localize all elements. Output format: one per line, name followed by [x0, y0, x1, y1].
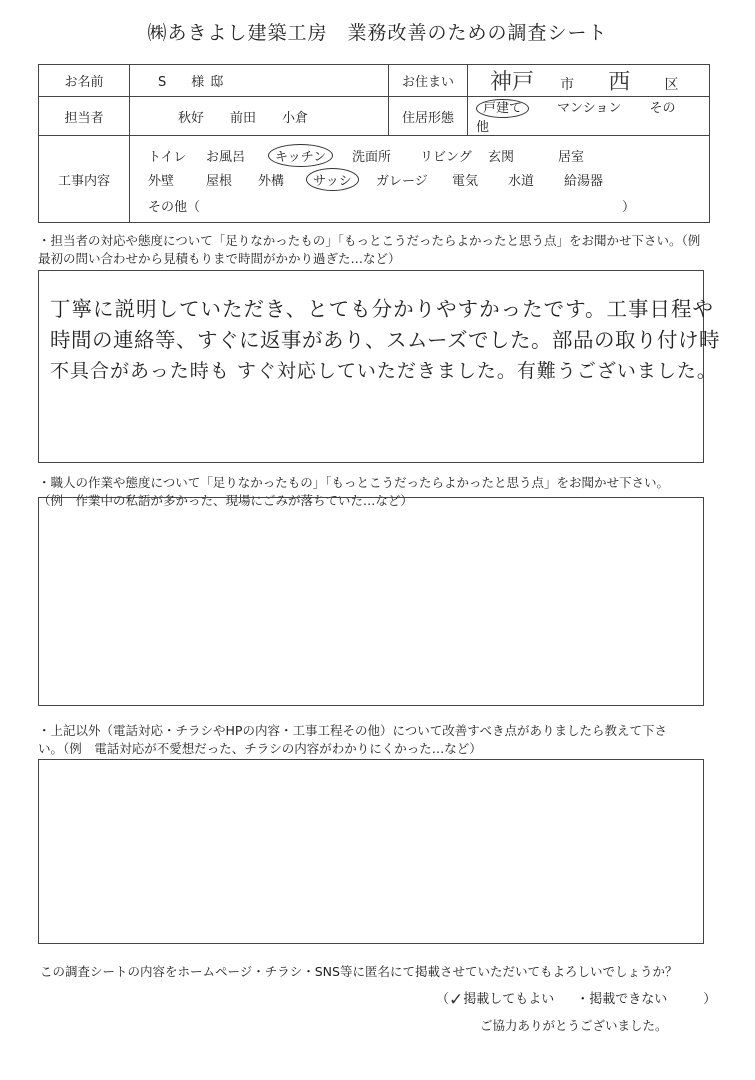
name-label: お名前	[39, 65, 130, 97]
work-other[interactable]: その他（	[148, 200, 201, 215]
residence-label: 住居形態	[389, 97, 468, 136]
address-field[interactable]	[468, 65, 710, 97]
work-water-heater[interactable]: 給湯器	[564, 174, 604, 189]
question-1-line-1: ・担当者の対応や態度について「足りなかったもの」「もっとこうだったらよかったと思う点」をお聞かせ下さい。（例	[38, 233, 701, 248]
thanks-text: ご協力ありがとうございました。	[480, 1018, 668, 1033]
question-2-line-2: （例 作業中の私語が多かった、現場にごみが落ちていた…など）	[38, 493, 413, 508]
name-value[interactable]: S 様邸	[130, 65, 389, 97]
residence-option-detached[interactable]: 戸建て	[476, 99, 529, 118]
work-garage[interactable]: ガレージ	[376, 174, 428, 189]
question-3-line-1: ・上記以外（電話対応・チラシやHPの内容・工事工程その他）について改善すべき点がありましたら教えて下さ	[38, 723, 667, 738]
question-2-line-1: ・職人の作業や態度について「足りなかったもの」「もっとこうだったらよかったと思う点」をお聞かせ下さい。	[38, 475, 670, 490]
answer-1-line-3: 不具合があった時も すぐ対応していただきました。有難うございました。	[50, 360, 717, 382]
answer-1-line-1: 丁寧に説明していただき、とても分かりやすかったです。工事日程や	[50, 297, 715, 321]
consent-options	[436, 988, 716, 1008]
work-label: 工事内容	[39, 136, 130, 223]
address-city-suffix: 市	[560, 77, 575, 93]
work-bath[interactable]: お風呂	[206, 150, 246, 165]
work-options	[130, 136, 710, 223]
work-room[interactable]: 居室	[558, 150, 585, 165]
staff-name: 小倉	[282, 110, 309, 126]
work-roof[interactable]: 屋根	[206, 174, 233, 189]
customer-info-table	[38, 64, 710, 223]
question-1	[38, 232, 718, 268]
residence-options	[468, 97, 710, 136]
question-3-line-2: い。（例 電話対応が不愛想だった、チラシの内容がわかりにくかった…など）	[38, 741, 482, 756]
residence-option-other[interactable]: その他	[476, 101, 676, 135]
question-3	[38, 722, 718, 758]
answer-3-box[interactable]	[38, 759, 704, 944]
work-water[interactable]: 水道	[508, 174, 535, 189]
paren-close: ）	[703, 992, 717, 1007]
staff-list	[130, 97, 389, 136]
work-other-close: ）	[622, 200, 636, 215]
address-ward-suffix: 区	[664, 77, 679, 93]
staff-name: 前田	[230, 110, 257, 126]
address-ward: 西	[608, 70, 631, 95]
answer-2-box[interactable]	[38, 497, 704, 706]
work-sash[interactable]: サッシ	[306, 168, 359, 191]
address-label: お住まい	[389, 65, 468, 97]
staff-label: 担当者	[39, 97, 130, 136]
option-publish-ng[interactable]: ・掲載できない	[576, 992, 668, 1007]
work-washroom[interactable]: 洗面所	[352, 150, 392, 165]
work-exterior-wall[interactable]: 外壁	[148, 174, 175, 189]
work-entrance[interactable]: 玄関	[488, 150, 515, 165]
work-electric[interactable]: 電気	[452, 174, 479, 189]
residence-option-mansion[interactable]: マンション	[557, 101, 622, 116]
staff-name: 秋好	[178, 110, 205, 126]
work-kitchen[interactable]: キッチン	[268, 144, 333, 167]
page-title: ㈱あきよし建築工房 業務改善のための調査シート	[147, 22, 608, 44]
paren-open: （	[436, 992, 450, 1007]
option-publish-ok[interactable]: 掲載してもよい	[463, 992, 555, 1007]
work-toilet[interactable]: トイレ	[148, 150, 187, 165]
check-mark-icon: ✓	[449, 990, 464, 1010]
consent-question: この調査シートの内容をホームページ・チラシ・SNS等に匿名にて掲載させていただいてもよろしいでしょうか？	[40, 964, 678, 979]
work-exterior[interactable]: 外構	[258, 174, 285, 189]
question-1-line-2: 最初の問い合わせから見積もりまで時間がかかり過ぎた…など）	[38, 251, 401, 266]
address-city: 神戸	[490, 70, 535, 95]
answer-1-line-2: 時間の連絡等、すぐに返事があり、スムーズでした。部品の取り付け時	[50, 328, 720, 352]
work-living[interactable]: リビング	[420, 150, 472, 165]
